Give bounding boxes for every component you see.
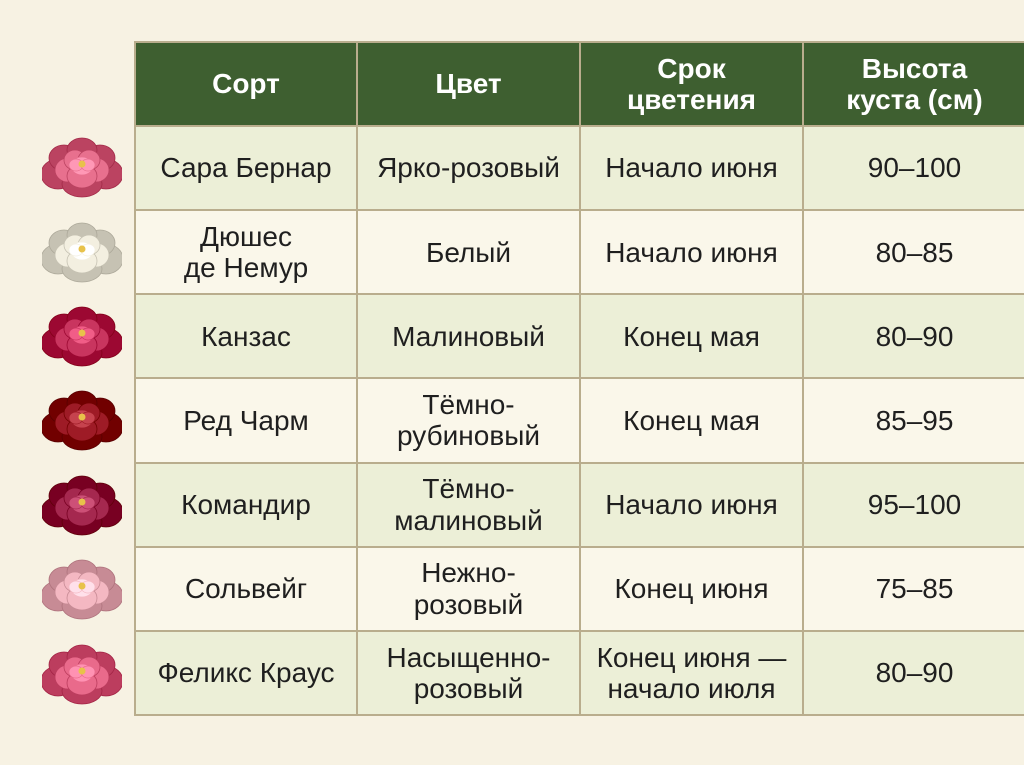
table-header-row	[135, 42, 1024, 126]
peony-icon	[42, 385, 122, 455]
height-cell: 80–90	[803, 631, 1024, 715]
height-cell: 85–95	[803, 378, 1024, 462]
peony-icon	[42, 132, 122, 202]
peony-table-container	[134, 41, 987, 716]
color-cell: Ярко-розовый	[357, 126, 580, 210]
variety-cell: Дюшес де Немур	[135, 210, 357, 294]
table-row	[135, 378, 1024, 462]
variety-cell: Сара Бернар	[135, 126, 357, 210]
table-row	[135, 547, 1024, 631]
color-cell: Нежно- розовый	[357, 547, 580, 631]
peony-icon	[42, 470, 122, 540]
height-cell: 80–85	[803, 210, 1024, 294]
table-row	[135, 463, 1024, 547]
peony-varieties-table	[134, 41, 1024, 716]
peony-icon	[42, 217, 122, 287]
color-cell: Малиновый	[357, 294, 580, 378]
height-cell: 80–90	[803, 294, 1024, 378]
bloom-time-cell: Конец мая	[580, 294, 803, 378]
color-cell: Тёмно- рубиновый	[357, 378, 580, 462]
bloom-time-cell: Конец мая	[580, 378, 803, 462]
header-color: Цвет	[357, 42, 580, 126]
bloom-time-cell: Конец июня	[580, 547, 803, 631]
table-row	[135, 210, 1024, 294]
table-row	[135, 631, 1024, 715]
color-cell: Насыщенно- розовый	[357, 631, 580, 715]
height-cell: 90–100	[803, 126, 1024, 210]
color-cell: Белый	[357, 210, 580, 294]
header-bloom-time: Срок цветения	[580, 42, 803, 126]
peony-icon	[42, 301, 122, 371]
table-row	[135, 126, 1024, 210]
variety-cell: Ред Чарм	[135, 378, 357, 462]
peony-icon	[42, 639, 122, 709]
header-bush-height: Высота куста (см)	[803, 42, 1024, 126]
variety-cell: Феликс Краус	[135, 631, 357, 715]
height-cell: 95–100	[803, 463, 1024, 547]
variety-cell: Командир	[135, 463, 357, 547]
peony-icon	[42, 554, 122, 624]
bloom-time-cell: Начало июня	[580, 126, 803, 210]
color-cell: Тёмно- малиновый	[357, 463, 580, 547]
bloom-time-cell: Конец июня — начало июля	[580, 631, 803, 715]
height-cell: 75–85	[803, 547, 1024, 631]
variety-cell: Сольвейг	[135, 547, 357, 631]
bloom-time-cell: Начало июня	[580, 463, 803, 547]
table-row	[135, 294, 1024, 378]
bloom-time-cell: Начало июня	[580, 210, 803, 294]
variety-cell: Канзас	[135, 294, 357, 378]
header-variety: Сорт	[135, 42, 357, 126]
